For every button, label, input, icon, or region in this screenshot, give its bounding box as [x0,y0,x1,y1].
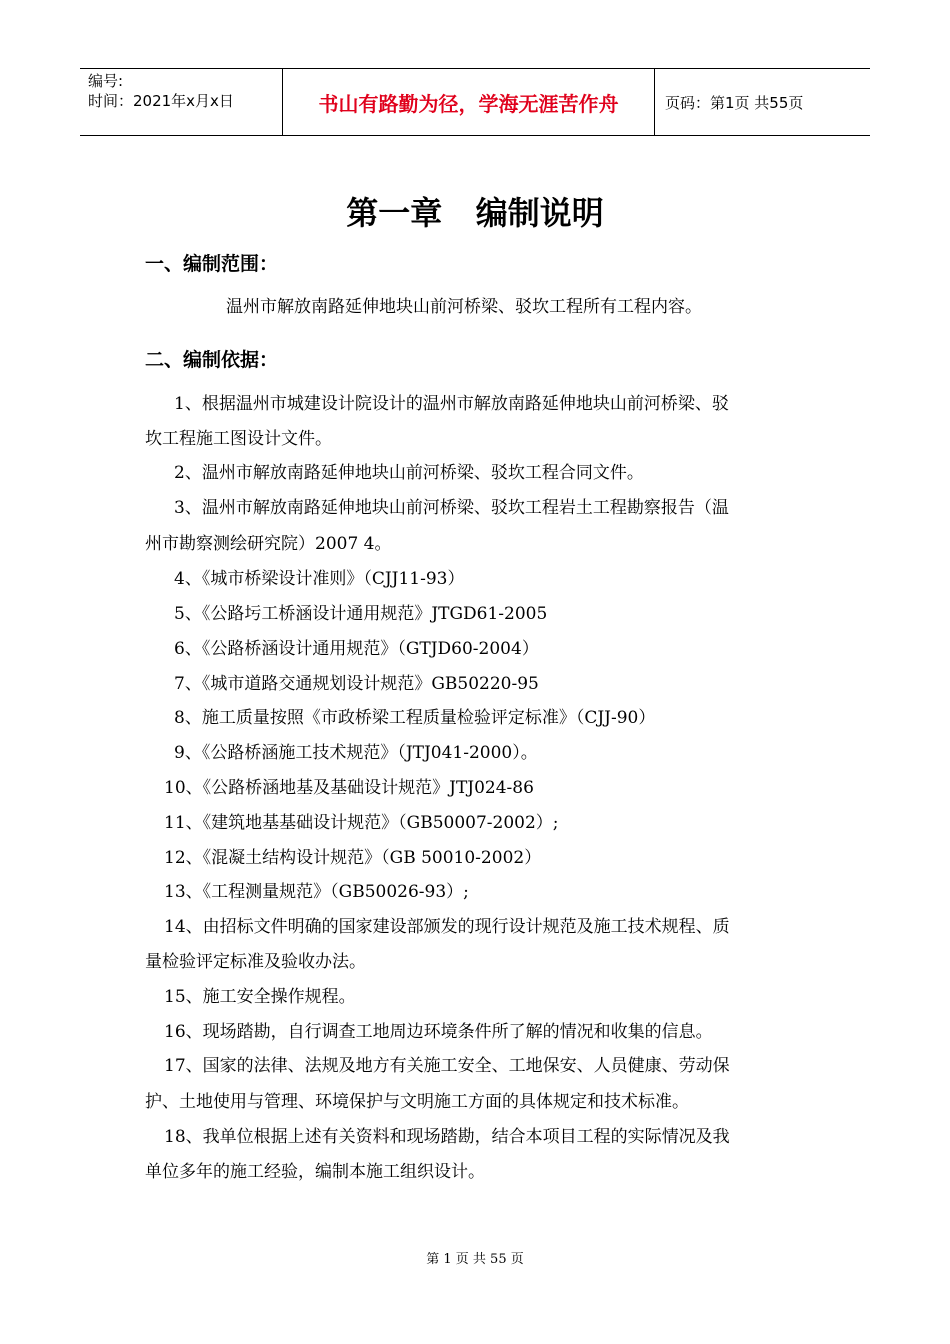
header-meta [80,69,282,135]
basis-line: 10、《公路桥涵地基及基础设计规范》JTJ024-86 [164,778,534,798]
basis-line: 17、国家的法律、法规及地方有关施工安全、工地保安、人员健康、劳动保 [164,1056,730,1076]
basis-line: 11、《建筑地基基础设计规范》（GB50007-2002）; [164,813,559,833]
basis-line: 13、《工程测量规范》（GB50026-93）; [164,882,469,902]
number-label: 编号: [88,72,124,90]
header-motto: 书山有路勤为径，学海无涯苦作舟 [282,69,655,135]
time-label: 时间：2021年x月x日 [88,92,234,110]
header-page-info: 页码：第1页 共55页 [665,93,804,112]
basis-line: 4、《城市桥梁设计准则》（CJJ11-93） [174,569,465,589]
basis-line: 5、《公路圬工桥涵设计通用规范》JTGD61-2005 [174,604,548,624]
page-footer: 第 1 页 共 55 页 [426,1252,524,1267]
basis-line: 18、我单位根据上述有关资料和现场踏勘，结合本项目工程的实际情况及我 [164,1127,730,1147]
page-header [80,68,870,136]
basis-line: 15、施工安全操作规程。 [164,987,356,1007]
basis-line: 州市勘察测绘研究院）2007 4。 [145,534,392,554]
basis-line: 坎工程施工图设计文件。 [145,429,332,449]
basis-line: 7、《城市道路交通规划设计规范》GB50220-95 [174,674,539,694]
basis-line: 1、根据温州市城建设计院设计的温州市解放南路延伸地块山前河桥梁、驳 [174,394,729,414]
chapter-title: 第一章 编制说明 [346,194,604,232]
basis-line: 16、现场踏勘，自行调查工地周边环境条件所了解的情况和收集的信息。 [164,1022,713,1042]
basis-line: 2、温州市解放南路延伸地块山前河桥梁、驳坎工程合同文件。 [174,463,644,483]
basis-line: 12、《混凝土结构设计规范》（GB 50010-2002） [164,848,542,868]
basis-line: 14、由招标文件明确的国家建设部颁发的现行设计规范及施工技术规程、质 [164,917,730,937]
basis-line: 单位多年的施工经验，编制本施工组织设计。 [145,1162,485,1182]
basis-line: 量检验评定标准及验收办法。 [145,952,366,972]
basis-line: 护、土地使用与管理、环境保护与文明施工方面的具体规定和技术标准。 [145,1092,689,1112]
basis-heading: 二、编制依据： [145,349,279,371]
basis-line: 3、温州市解放南路延伸地块山前河桥梁、驳坎工程岩土工程勘察报告（温 [174,498,729,518]
basis-line: 6、《公路桥涵设计通用规范》（GTJD60-2004） [174,639,539,659]
basis-line: 8、施工质量按照《市政桥梁工程质量检验评定标准》（CJJ-90） [174,708,656,728]
scope-text: 温州市解放南路延伸地块山前河桥梁、驳坎工程所有工程内容。 [226,297,702,317]
scope-heading: 一、编制范围： [145,253,279,275]
basis-line: 9、《公路桥涵施工技术规范》（JTJ041-2000）。 [174,743,538,763]
